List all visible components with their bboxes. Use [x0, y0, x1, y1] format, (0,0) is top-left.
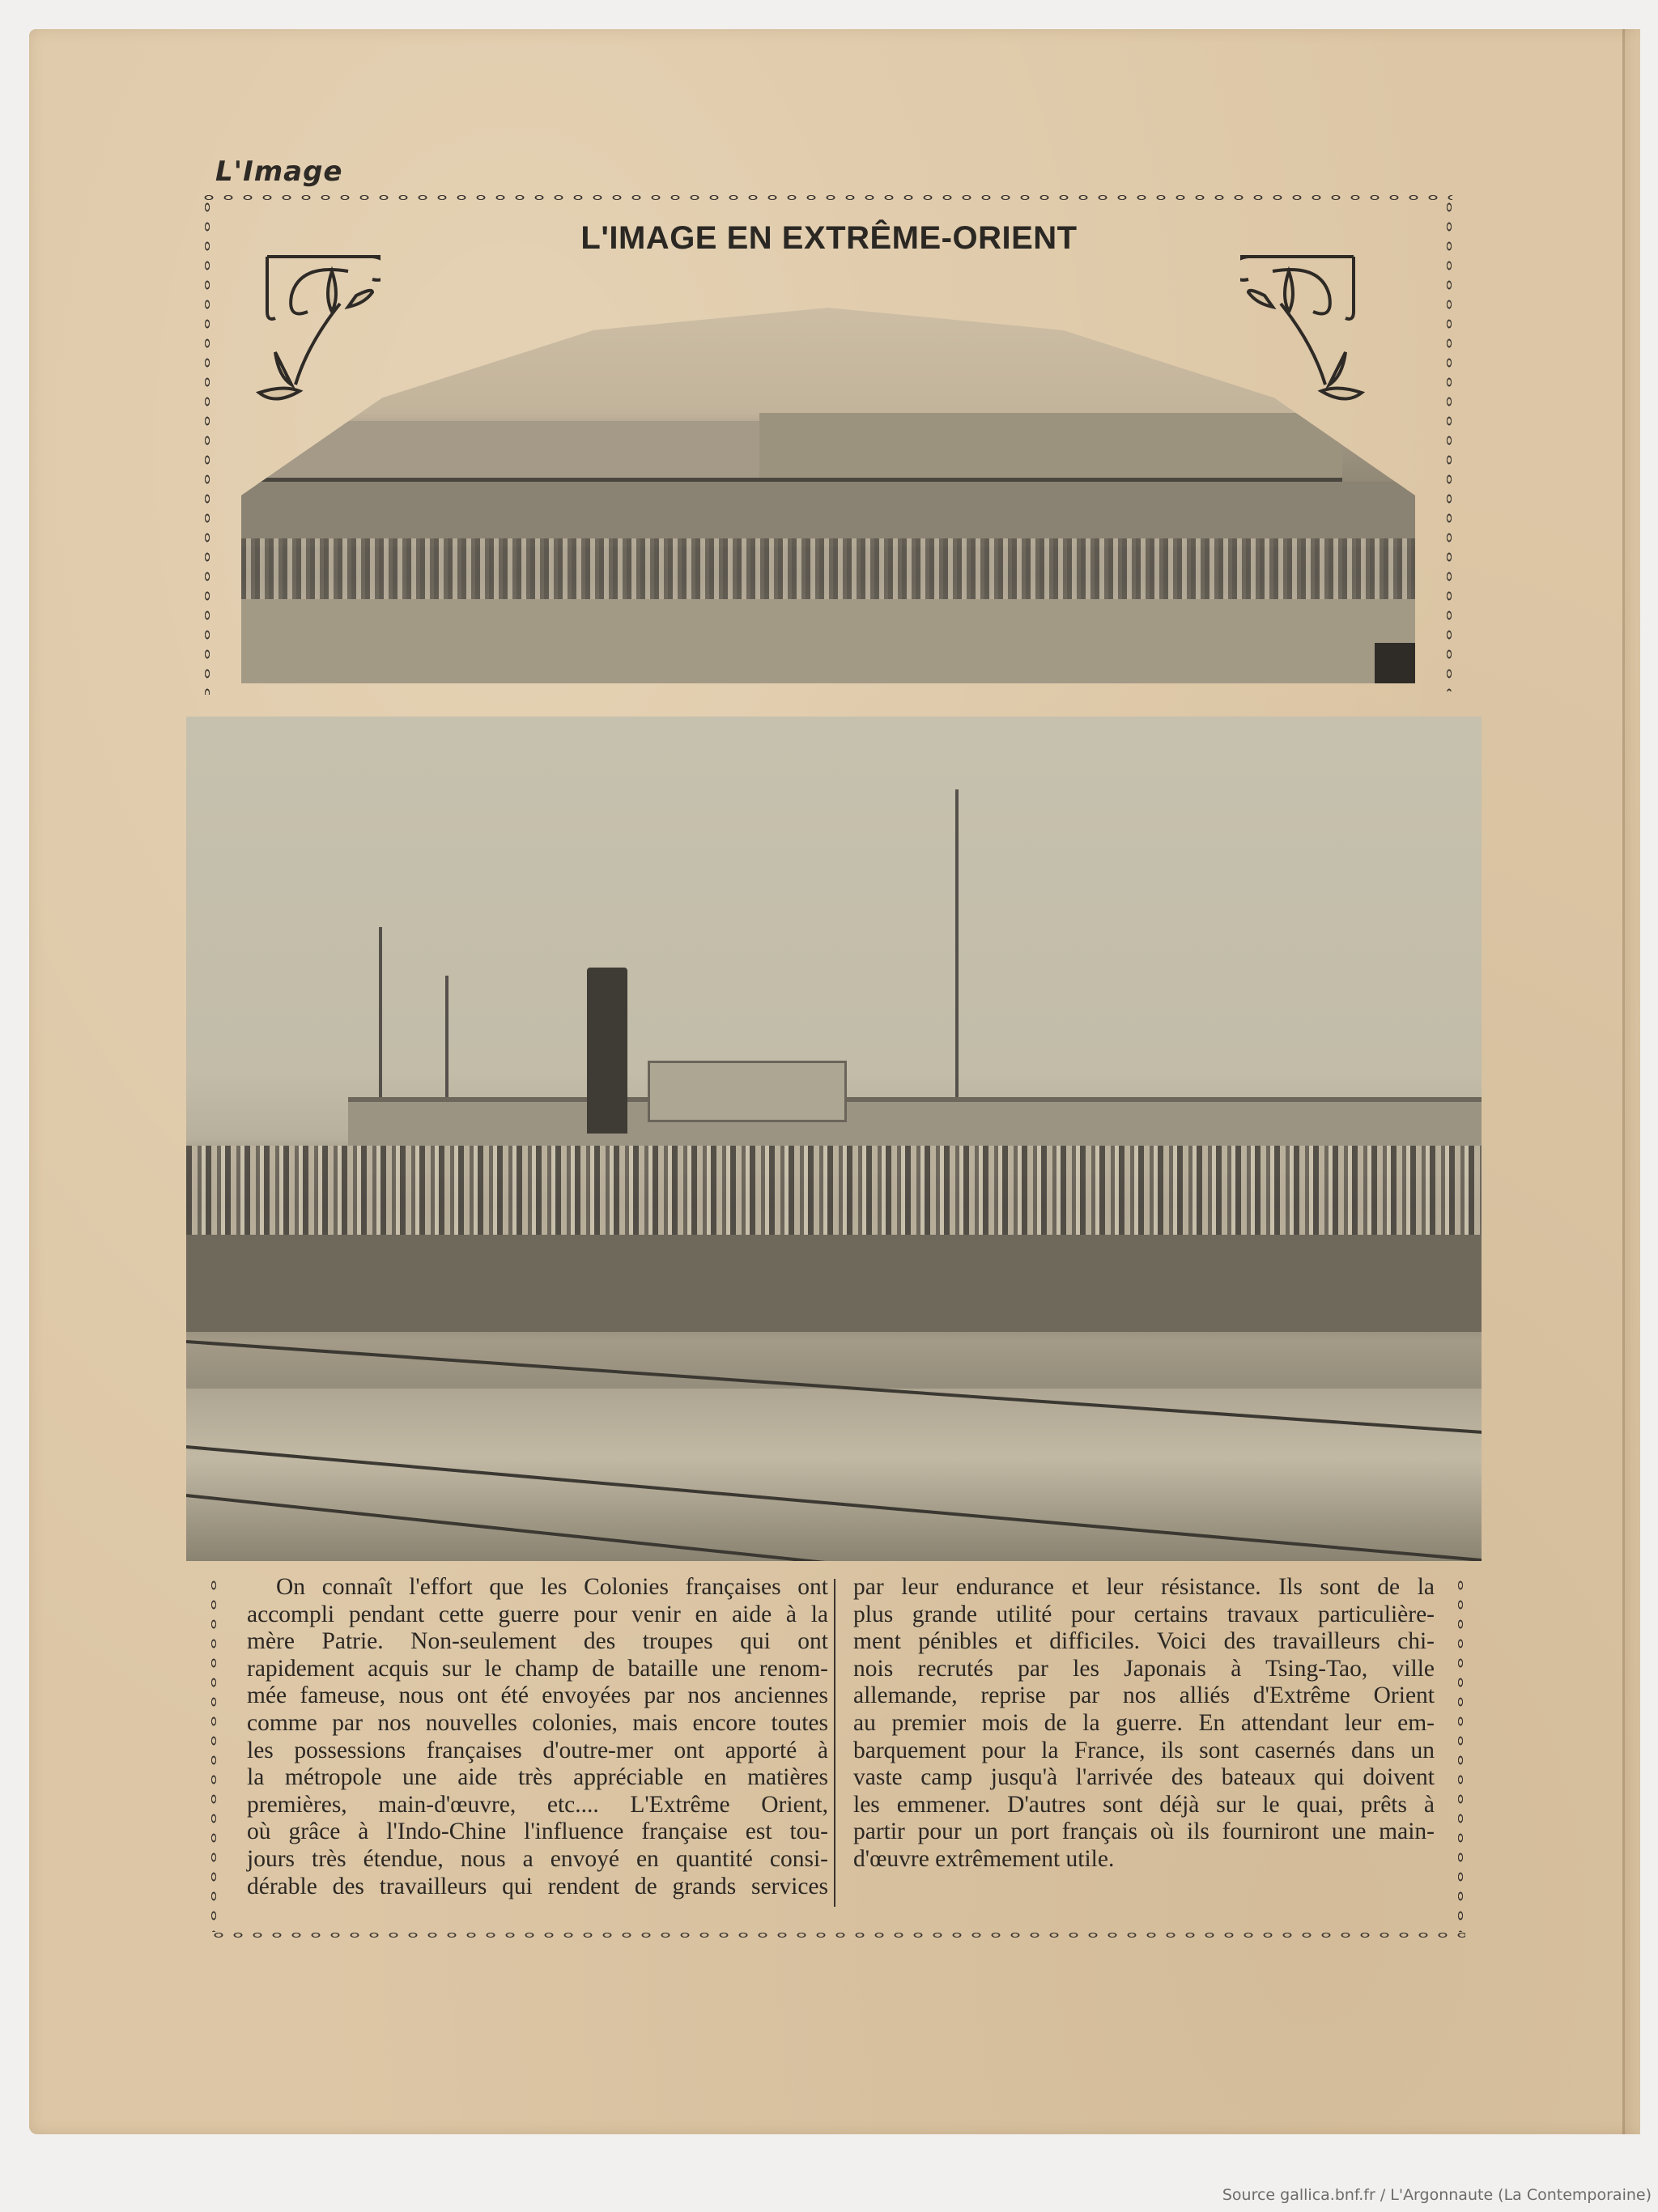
photo-dark-corner — [1375, 643, 1415, 683]
text-line: au premier mois de la guerre. En attendant leur em- — [853, 1709, 1435, 1736]
workers-lined-up — [186, 1146, 1482, 1235]
chain-border-bottom — [209, 1930, 1465, 1940]
text-line: d'œuvre extrêmement utile. — [853, 1845, 1115, 1872]
text-line: par leur endurance et leur résistance. Ils sont de la — [853, 1574, 1435, 1600]
text-line: barquement pour la France, ils sont casernés dans un — [853, 1737, 1435, 1763]
masthead: L'Image — [215, 155, 343, 188]
floral-ornament-left-icon — [251, 247, 380, 409]
text-line: mère Patrie. Non-seulement des troupes qui ont — [247, 1628, 828, 1655]
text-line: plus grande utilité pour certains travaux particulière- — [853, 1601, 1435, 1627]
text-line: les emmener. D'autres sont déjà sur le quai, prêts à — [853, 1791, 1435, 1818]
text-line: nois recrutés par les Japonais à Tsing-Tao, ville — [853, 1655, 1435, 1682]
chain-border-top — [199, 193, 1452, 202]
text-line: mée fameuse, nous ont été envoyées par nos anciennes — [247, 1682, 828, 1709]
text-line: où grâce à l'Indo-Chine l'influence française est tou- — [247, 1819, 828, 1845]
yard-ground — [241, 599, 1415, 683]
chain-border-upper-right — [1444, 198, 1454, 691]
page-headline: L'IMAGE EN EXTRÊME-ORIENT — [580, 220, 1078, 256]
chain-border-lower-left — [209, 1576, 219, 1932]
chain-border-upper-left — [202, 198, 212, 695]
page-fold-shade — [1625, 29, 1640, 2134]
text-line: ment pénibles et difficiles. Voici des travailleurs chi- — [853, 1628, 1435, 1655]
text-line: les possessions françaises d'outre-mer ont apporté à — [247, 1737, 828, 1763]
text-line: comme par nos nouvelles colonies, mais encore toutes — [247, 1709, 828, 1736]
wet-ground — [186, 1389, 1482, 1561]
source-credit: Source gallica.bnf.fr / L'Argonnaute (La Contemporaine) — [1222, 2186, 1652, 2204]
article-column-left — [247, 1574, 828, 1900]
text-line: On connaît l'effort que les Colonies françaises ont — [276, 1574, 828, 1600]
column-divider — [834, 1579, 835, 1907]
text-line: dérable des travailleurs qui rendent de grands services — [247, 1873, 828, 1899]
steamship-funnel — [587, 968, 627, 1134]
text-line: accompli pendant cette guerre pour venir en aide à la — [247, 1601, 828, 1627]
ship-mast — [955, 789, 959, 1138]
article-column-right — [853, 1574, 1435, 1874]
crowd-of-workers — [241, 538, 1415, 599]
quay-ground — [186, 1235, 1482, 1332]
text-line: allemande, reprise par nos alliés d'Extrême Orient — [853, 1682, 1435, 1709]
barracks-wall — [241, 482, 1415, 547]
text-line: jours très étendue, nous a envoyé en quantité consi- — [247, 1845, 828, 1872]
steamship-cabin — [648, 1061, 847, 1122]
chain-border-lower-right — [1456, 1576, 1465, 1932]
text-line: premières, main-d'œuvre, etc.... L'Extrême Orient, — [247, 1791, 828, 1818]
text-line: rapidement acquis sur le champ de bataille une renom- — [247, 1655, 828, 1682]
photo-quay-steamship — [186, 717, 1482, 1561]
text-line: partir pour un port français où ils fourniront une main- — [853, 1819, 1435, 1845]
barracks-roof-right — [759, 413, 1342, 484]
text-line: vaste camp jusqu'à l'arrivée des bateaux qui doivent — [853, 1764, 1435, 1791]
floral-ornament-right-icon — [1240, 247, 1370, 409]
text-line: la métropole une aide très appréciable en matières — [247, 1764, 828, 1791]
